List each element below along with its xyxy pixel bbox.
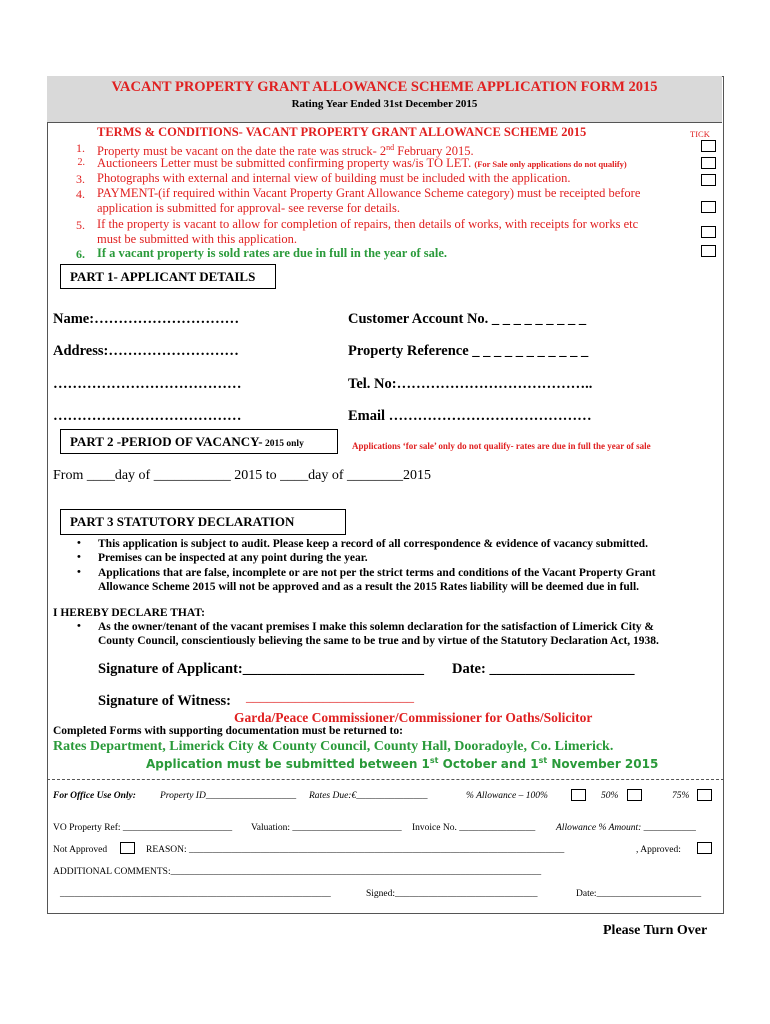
- term-1: Property must be vacant on the date the rate was struck- 2nd February 2015.: [97, 143, 474, 159]
- term-4-line2: application is submitted for approval- see reverse for details.: [97, 201, 401, 215]
- false-application-notice-line2: Allowance Scheme 2015 will not be approved and as a result the 2015 Rates liability will be deemed due in full.: [98, 581, 640, 593]
- not-approved-checkbox[interactable]: [120, 842, 135, 854]
- terms-heading: TERMS & CONDITIONS- VACANT PROPERTY GRANT ALLOWANCE SCHEME 2015: [97, 125, 587, 139]
- part3-title: PART 3 STATUTORY DECLARATION: [60, 509, 346, 535]
- tick-box-4[interactable]: [701, 201, 716, 213]
- allowance-100-label: % Allowance – 100%: [466, 791, 548, 801]
- return-address: Rates Department, Limerick City & County Council, County Hall, Dooradoyle, Co. Limerick.: [53, 739, 614, 754]
- term-num-1: 1.: [76, 141, 85, 155]
- allowance-amount-field[interactable]: Allowance % Amount: ___________: [556, 823, 696, 833]
- additional-comments-field[interactable]: ADDITIONAL COMMENTS:______________________________________________________________________________: [53, 867, 542, 877]
- declare-heading: I HEREBY DECLARE THAT:: [53, 607, 205, 619]
- term-num-4: 4.: [76, 187, 85, 201]
- allowance-50-label: 50%: [601, 791, 619, 801]
- signed-field[interactable]: Signed:______________________________: [366, 889, 538, 899]
- tick-box-1[interactable]: [701, 140, 716, 152]
- witness-role: Garda/Peace Commissioner/Commissioner for Oaths/Solicitor: [234, 710, 593, 725]
- part2-note: Applications ‘for sale’ only do not qualify- rates are due in full the year of sale: [352, 441, 651, 451]
- address-field[interactable]: Address:………………………: [53, 343, 239, 359]
- form-header: [47, 76, 722, 123]
- property-id-field[interactable]: Property ID___________________: [160, 791, 297, 801]
- office-date-field[interactable]: Date:______________________: [576, 889, 702, 899]
- bullet-icon: •: [77, 620, 81, 632]
- allowance-75-label: 75%: [672, 791, 690, 801]
- email-field[interactable]: Email ……………………………………: [348, 408, 592, 424]
- term-4-line1: PAYMENT-(if required within Vacant Property Grant Allowance Scheme category) must be receipted before: [97, 186, 641, 200]
- tick-box-5[interactable]: [701, 226, 716, 238]
- name-field[interactable]: Name:…………………………: [53, 311, 240, 327]
- applicant-signature-field[interactable]: Signature of Applicant:_________________________: [98, 661, 425, 677]
- office-use-label: For Office Use Only:: [53, 791, 136, 801]
- rates-due-field[interactable]: Rates Due:€_______________: [309, 791, 428, 801]
- tick-box-2[interactable]: [701, 157, 716, 169]
- term-6: If a vacant property is sold rates are due in full in the year of sale.: [97, 246, 447, 260]
- witness-signature-label: Signature of Witness:: [98, 693, 231, 709]
- term-2: Auctioneers Letter must be submitted confirming property was/is TO LET. (For Sale only applications do not qualify): [97, 156, 627, 170]
- witness-signature-field[interactable]: ________________________: [246, 690, 414, 705]
- property-reference-field[interactable]: Property Reference _ _ _ _ _ _ _ _ _ _ _: [348, 343, 589, 359]
- part2-title: PART 2 -PERIOD OF VACANCY- 2015 only: [60, 429, 338, 454]
- submission-deadline: Application must be submitted between 1st October and 1st November 2015: [146, 756, 659, 771]
- reason-field[interactable]: REASON: _______________________________________________________________________________: [146, 845, 565, 855]
- invoice-no-field[interactable]: Invoice No. ________________: [412, 823, 536, 833]
- customer-account-field[interactable]: Customer Account No. _ _ _ _ _ _ _ _ _: [348, 311, 587, 327]
- vo-property-ref-field[interactable]: VO Property Ref: _______________________: [53, 823, 233, 833]
- part1-title: PART 1- APPLICANT DETAILS: [60, 264, 276, 289]
- term-5-line2: must be submitted with this application.: [97, 232, 297, 246]
- vacancy-period-field[interactable]: From ____day of ___________ 2015 to ____day of ________2015: [53, 468, 431, 483]
- term-3: Photographs with external and internal view of building must be included with the application.: [97, 171, 571, 185]
- address-line3-field[interactable]: …………………………………: [53, 408, 242, 424]
- tick-label: TICK: [690, 129, 710, 139]
- bullet-icon: •: [77, 566, 81, 578]
- form-subtitle: Rating Year Ended 31st December 2015: [291, 98, 478, 110]
- allowance-75-checkbox[interactable]: [697, 789, 712, 801]
- term-num-2: 2.: [77, 157, 85, 168]
- office-divider: [47, 779, 724, 780]
- please-turn-over: Please Turn Over: [603, 923, 708, 938]
- audit-notice: This application is subject to audit. Please keep a record of all correspondence & evidence of vacancy submitted.: [98, 538, 648, 550]
- term-num-5: 5.: [76, 218, 85, 232]
- tick-box-6[interactable]: [701, 245, 716, 257]
- tel-field[interactable]: Tel. No:…………………………………..: [348, 376, 593, 392]
- term-num-6: 6.: [76, 247, 85, 261]
- return-instructions: Completed Forms with supporting documentation must be returned to:: [53, 725, 403, 737]
- declaration-line1: As the owner/tenant of the vacant premises I make this solemn declaration for the satisfaction of Limerick City &: [98, 621, 654, 633]
- declaration-line2: County Council, conscientiously believing the same to be true and by virtue of the Statutory Declaration Act, 1938.: [98, 635, 659, 647]
- bullet-icon: •: [77, 551, 81, 563]
- inspection-notice: Premises can be inspected at any point during the year.: [98, 552, 368, 564]
- term-num-3: 3.: [76, 172, 85, 186]
- allowance-100-checkbox[interactable]: [571, 789, 586, 801]
- not-approved-label: Not Approved: [53, 845, 108, 855]
- additional-comments-line[interactable]: _________________________________________________________: [60, 889, 331, 899]
- approved-label: , Approved:: [636, 845, 681, 855]
- false-application-notice-line1: Applications that are false, incomplete or are not per the strict terms and conditions of the Vacant Property Grant: [98, 567, 656, 579]
- allowance-50-checkbox[interactable]: [627, 789, 642, 801]
- applicant-date-field[interactable]: Date: ____________________: [452, 661, 635, 677]
- tick-box-3[interactable]: [701, 174, 716, 186]
- term-5-line1: If the property is vacant to allow for completion of repairs, then details of works, with receipts for works etc: [97, 217, 639, 231]
- bullet-icon: •: [77, 537, 81, 549]
- form-title: VACANT PROPERTY GRANT ALLOWANCE SCHEME APPLICATION FORM 2015: [111, 79, 658, 95]
- approved-checkbox[interactable]: [697, 842, 712, 854]
- valuation-field[interactable]: Valuation: _______________________: [251, 823, 402, 833]
- address-line2-field[interactable]: …………………………………: [53, 376, 242, 392]
